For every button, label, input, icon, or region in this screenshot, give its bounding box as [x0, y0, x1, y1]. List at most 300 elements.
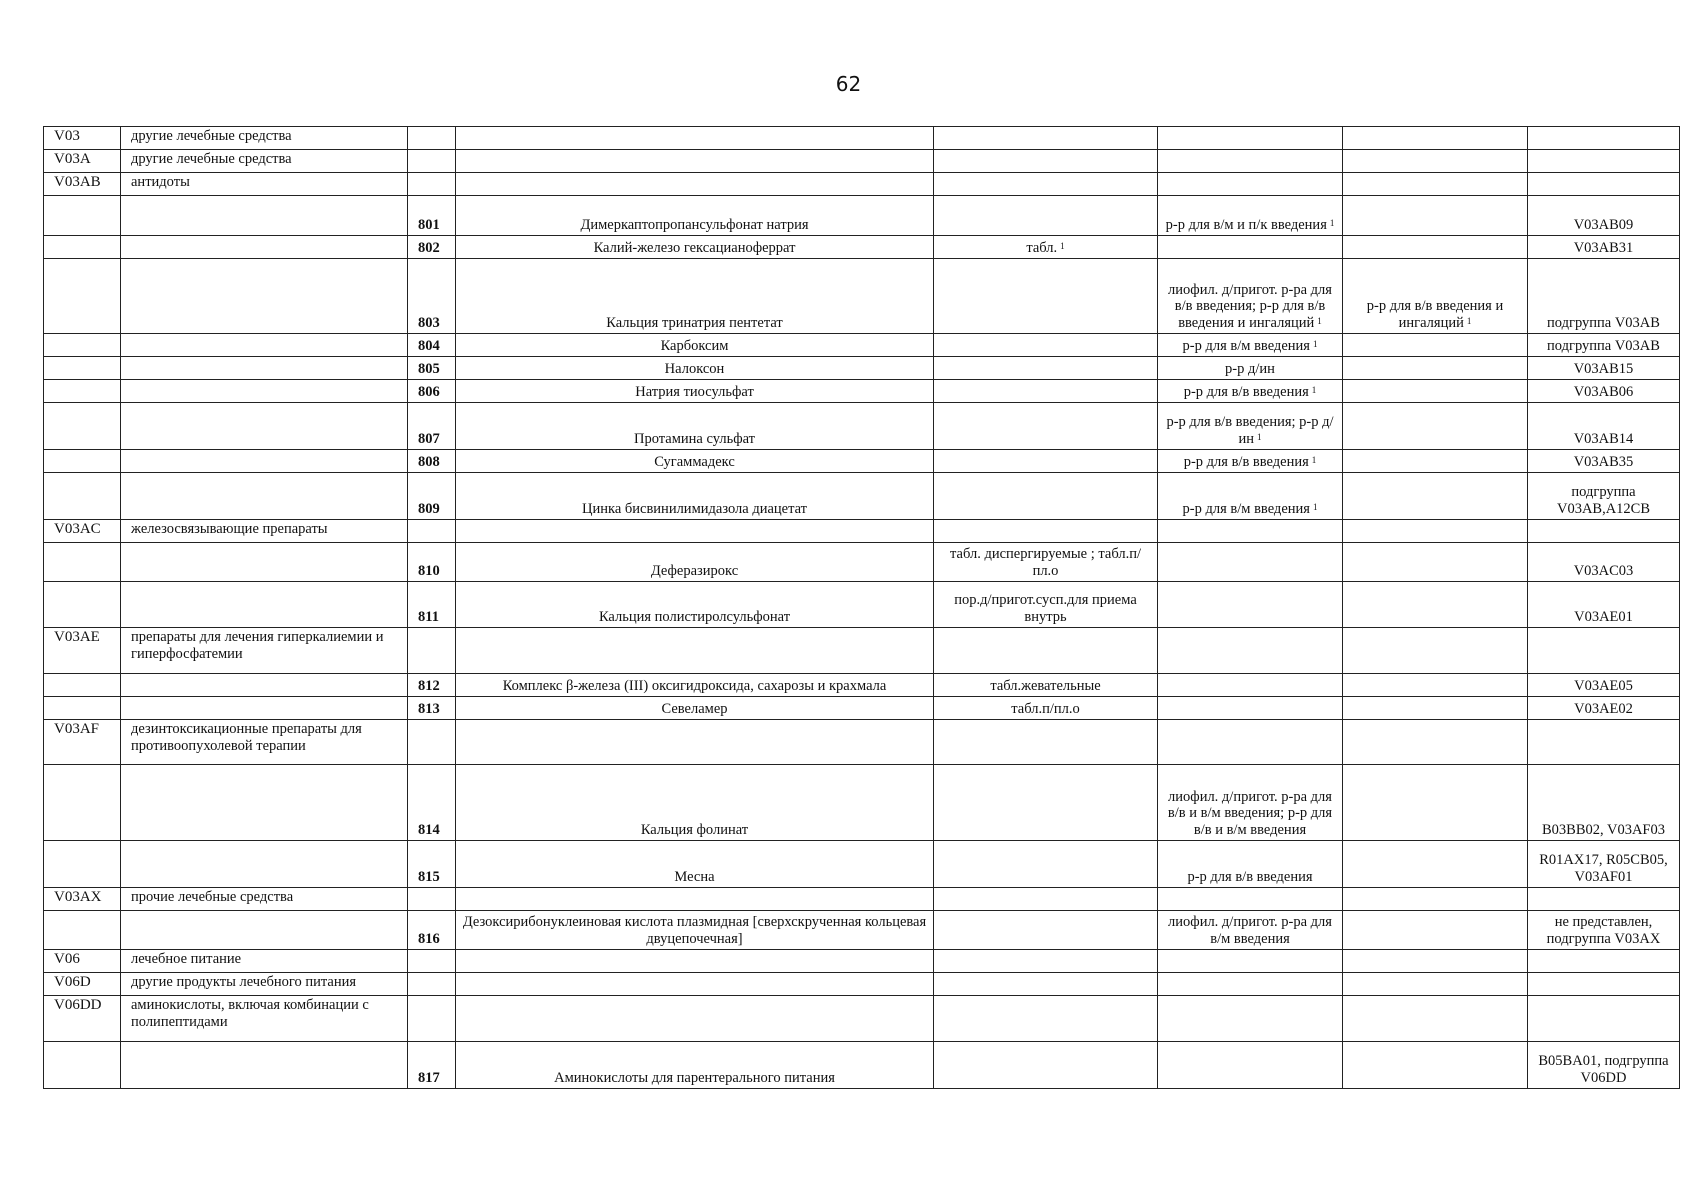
table-row: [44, 473, 1680, 520]
atc-code-cell: [1528, 973, 1680, 996]
drug-name: Сугаммадекс: [654, 453, 735, 470]
atc-group-code-cell: [44, 697, 121, 720]
atc-group-code-cell: [44, 674, 121, 697]
dosage-form-2-cell: [1158, 674, 1343, 697]
group-name: железосвязывающие препараты: [131, 521, 328, 537]
table-body: [44, 127, 1680, 1089]
drug-name-cell: [456, 674, 934, 697]
atc-group-code-cell: [44, 334, 121, 357]
drug-name-cell: [456, 950, 934, 973]
row-number-cell: [408, 403, 456, 450]
table-row: [44, 259, 1680, 334]
dosage-form-2-cell: [1158, 380, 1343, 403]
atc-code-cell: [1528, 996, 1680, 1042]
drug-name: Кальция полистиролсульфонат: [598, 608, 791, 625]
dosage-form-3-cell: [1343, 473, 1528, 520]
row-number-cell: [408, 259, 456, 334]
drug-name: Калий-железо гексацианоферрат: [593, 239, 796, 256]
atc-group-code-cell: [44, 1042, 121, 1089]
atc-group-code: V03AF: [54, 721, 100, 737]
group-name-cell: [121, 473, 408, 520]
dosage-form-3-cell: [1343, 674, 1528, 697]
dosage-form-2-cell: [1158, 450, 1343, 473]
table-row: [44, 357, 1680, 380]
dosage-form-3-cell: [1343, 765, 1528, 841]
group-name-cell: [121, 765, 408, 841]
table-row: [44, 543, 1680, 582]
group-name-cell: [121, 236, 408, 259]
group-name: дезинтоксикационные препараты для противоопухолевой терапии: [131, 721, 362, 754]
row-number-cell: [408, 334, 456, 357]
atc-group-code-cell: [44, 150, 121, 173]
drug-name-cell: [456, 582, 934, 628]
atc-group-code-cell: [44, 196, 121, 236]
atc-group-code-cell: [44, 543, 121, 582]
atc-code: подгруппа V03AB,A12CB: [1556, 484, 1651, 517]
row-number-cell: [408, 973, 456, 996]
group-name: антидоты: [131, 174, 190, 190]
drug-name-cell: [456, 450, 934, 473]
drug-name: Аминокислоты для парентерального питания: [554, 1069, 835, 1086]
row-number-cell: [408, 196, 456, 236]
row-number-cell: [408, 450, 456, 473]
drug-name: Месна: [674, 868, 715, 885]
row-number-cell: [408, 628, 456, 674]
dosage-form-1-cell: [934, 911, 1158, 950]
row-number-cell: [408, 841, 456, 888]
group-name-cell: [121, 259, 408, 334]
drug-name: Кальция тринатрия пентетат: [606, 314, 783, 331]
dosage-form-3-cell: [1343, 888, 1528, 911]
drug-name-cell: [456, 403, 934, 450]
dosage-form-2-cell: [1158, 1042, 1343, 1089]
drug-name-cell: [456, 765, 934, 841]
dosage-form-1-cell: [934, 674, 1158, 697]
row-number-cell: [408, 150, 456, 173]
group-name-cell: [121, 628, 408, 674]
drug-name-cell: [456, 888, 934, 911]
dosage-form-2: лиофил. д/пригот. р-ра для в/в введения; р-р для в/в введения и ингаляций: [1168, 281, 1332, 331]
table-row: [44, 582, 1680, 628]
atc-group-code-cell: [44, 357, 121, 380]
footnote-marker: 1: [1317, 315, 1322, 326]
dosage-form-2-cell: [1158, 357, 1343, 380]
page-number: 62: [835, 72, 862, 96]
atc-code: V03AE01: [1574, 608, 1633, 625]
atc-code-cell: [1528, 357, 1680, 380]
dosage-form-3-cell: [1343, 996, 1528, 1042]
dosage-form-3-cell: [1343, 628, 1528, 674]
table-row: [44, 720, 1680, 765]
row-number: 802: [418, 239, 440, 256]
dosage-form-3-cell: [1343, 357, 1528, 380]
dosage-form-3-cell: [1343, 150, 1528, 173]
drug-name: Натрия тиосульфат: [635, 383, 754, 400]
table-row: [44, 173, 1680, 196]
atc-group-code: V03: [54, 128, 80, 144]
row-number: 813: [418, 700, 440, 717]
dosage-form-1-cell: [934, 380, 1158, 403]
drug-name-cell: [456, 150, 934, 173]
atc-group-code: V06: [54, 951, 80, 967]
atc-code-cell: [1528, 720, 1680, 765]
row-number-cell: [408, 1042, 456, 1089]
dosage-form-2: лиофил. д/пригот. р-ра для в/в и в/м введения; р-р для в/в и в/м введения: [1167, 788, 1333, 838]
row-number: 809: [418, 500, 440, 517]
atc-group-code-cell: [44, 911, 121, 950]
dosage-form-2-cell: [1158, 996, 1343, 1042]
atc-code-cell: [1528, 950, 1680, 973]
drug-table: [43, 126, 1680, 1089]
atc-group-code-cell: [44, 628, 121, 674]
dosage-form-1-cell: [934, 996, 1158, 1042]
dosage-form-1: пор.д/пригот.сусп.для приема внутрь: [954, 592, 1137, 625]
dosage-form-2-cell: [1158, 765, 1343, 841]
drug-name-cell: [456, 720, 934, 765]
dosage-form-1-cell: [934, 582, 1158, 628]
atc-group-code-cell: [44, 720, 121, 765]
table-row: [44, 150, 1680, 173]
atc-group-code: V03AE: [54, 629, 100, 645]
atc-code-cell: [1528, 674, 1680, 697]
group-name-cell: [121, 888, 408, 911]
group-name: другие лечебные средства: [131, 151, 292, 167]
drug-name-cell: [456, 259, 934, 334]
atc-code: V03AB35: [1573, 453, 1634, 470]
drug-name-cell: [456, 173, 934, 196]
dosage-form-2: р-р для в/в введения; р-р д/ин: [1166, 414, 1334, 447]
dosage-form-2-cell: [1158, 543, 1343, 582]
dosage-form-1: табл.жевательные: [990, 677, 1101, 694]
table-row: [44, 674, 1680, 697]
table-row: [44, 380, 1680, 403]
group-name-cell: [121, 674, 408, 697]
footnote-marker: 1: [1060, 240, 1065, 251]
drug-name-cell: [456, 520, 934, 543]
row-number: 804: [418, 337, 440, 354]
drug-name-cell: [456, 196, 934, 236]
drug-name-cell: [456, 697, 934, 720]
drug-name: Дезоксирибонуклеиновая кислота плазмидная [сверхскрученная кольцевая двуцепочечная]: [462, 914, 927, 947]
group-name: лечебное питание: [131, 951, 242, 967]
atc-code-cell: [1528, 450, 1680, 473]
row-number: 817: [418, 1069, 440, 1086]
dosage-form-3-cell: [1343, 127, 1528, 150]
group-name-cell: [121, 403, 408, 450]
row-number: 814: [418, 821, 440, 838]
atc-group-code: V03AC: [54, 521, 101, 537]
dosage-form-1: табл.п/пл.о: [1011, 700, 1080, 717]
drug-name-cell: [456, 973, 934, 996]
atc-code-cell: [1528, 380, 1680, 403]
footnote-marker: 1: [1311, 454, 1317, 465]
drug-name: Димеркаптопропансульфонат натрия: [580, 216, 809, 233]
drug-name: Севеламер: [661, 700, 728, 717]
dosage-form-1-cell: [934, 520, 1158, 543]
drug-name: Кальция фолинат: [640, 821, 749, 838]
row-number-cell: [408, 911, 456, 950]
dosage-form-1-cell: [934, 720, 1158, 765]
atc-group-code-cell: [44, 450, 121, 473]
drug-name: Деферазирокс: [650, 562, 739, 579]
dosage-form-3-cell: [1343, 582, 1528, 628]
group-name: препараты для лечения гиперкалиемии и гиперфосфатемии: [131, 629, 384, 662]
dosage-form-2-cell: [1158, 841, 1343, 888]
dosage-form-2: р-р для в/м введения: [1182, 500, 1310, 517]
dosage-form-3-cell: [1343, 973, 1528, 996]
group-name-cell: [121, 973, 408, 996]
dosage-form-2-cell: [1158, 173, 1343, 196]
drug-name: Комплекс β-железа (III) оксигидроксида, сахарозы и крахмала: [502, 677, 887, 694]
table-row: [44, 520, 1680, 543]
dosage-form-1-cell: [934, 173, 1158, 196]
drug-name-cell: [456, 543, 934, 582]
dosage-form-2-cell: [1158, 950, 1343, 973]
row-number-cell: [408, 357, 456, 380]
atc-group-code-cell: [44, 259, 121, 334]
atc-code: подгруппа V03AB: [1547, 337, 1660, 354]
atc-code-cell: [1528, 150, 1680, 173]
dosage-form-2-cell: [1158, 973, 1343, 996]
atc-code-cell: [1528, 127, 1680, 150]
row-number: 801: [418, 216, 440, 233]
dosage-form-1-cell: [934, 236, 1158, 259]
row-number-cell: [408, 582, 456, 628]
atc-group-code-cell: [44, 888, 121, 911]
row-number-cell: [408, 996, 456, 1042]
footnote-marker: 1: [1311, 384, 1317, 395]
dosage-form-2: р-р д/ин: [1225, 360, 1275, 377]
drug-name: Налоксон: [664, 360, 725, 377]
atc-group-code: V03A: [54, 151, 91, 167]
dosage-form-3-cell: [1343, 173, 1528, 196]
row-number-cell: [408, 380, 456, 403]
atc-group-code-cell: [44, 582, 121, 628]
group-name: прочие лечебные средства: [131, 889, 294, 905]
dosage-form-1-cell: [934, 196, 1158, 236]
row-number-cell: [408, 520, 456, 543]
atc-code-cell: [1528, 236, 1680, 259]
drug-name-cell: [456, 841, 934, 888]
table-row: [44, 950, 1680, 973]
dosage-form-3-cell: [1343, 403, 1528, 450]
row-number-cell: [408, 473, 456, 520]
row-number: 810: [418, 562, 440, 579]
dosage-form-3-cell: [1343, 720, 1528, 765]
dosage-form-2-cell: [1158, 127, 1343, 150]
atc-group-code-cell: [44, 950, 121, 973]
group-name-cell: [121, 697, 408, 720]
table-row: [44, 403, 1680, 450]
dosage-form-1-cell: [934, 841, 1158, 888]
group-name: другие лечебные средства: [131, 128, 292, 144]
dosage-form-3-cell: [1343, 543, 1528, 582]
footnote-marker: 1: [1312, 338, 1318, 349]
atc-code-cell: [1528, 259, 1680, 334]
atc-code-cell: [1528, 334, 1680, 357]
dosage-form-1: табл.: [1026, 239, 1058, 256]
row-number-cell: [408, 697, 456, 720]
dosage-form-3: р-р для в/в введения и ингаляций: [1366, 298, 1504, 331]
table-row: [44, 628, 1680, 674]
group-name: другие продукты лечебного питания: [131, 974, 357, 990]
dosage-form-1-cell: [934, 973, 1158, 996]
atc-group-code-cell: [44, 973, 121, 996]
dosage-form-3-cell: [1343, 1042, 1528, 1089]
drug-name-cell: [456, 911, 934, 950]
table-row: [44, 334, 1680, 357]
atc-code-cell: [1528, 911, 1680, 950]
atc-group-code-cell: [44, 127, 121, 150]
dosage-form-1: табл. диспергируемые ; табл.п/пл.о: [950, 546, 1141, 579]
atc-group-code: V03AX: [54, 889, 102, 905]
atc-code-cell: [1528, 888, 1680, 911]
group-name-cell: [121, 996, 408, 1042]
table-row: [44, 973, 1680, 996]
group-name-cell: [121, 582, 408, 628]
row-number: 811: [418, 608, 439, 625]
atc-code: V03AB31: [1573, 239, 1634, 256]
group-name-cell: [121, 1042, 408, 1089]
dosage-form-2: р-р для в/в введения: [1183, 453, 1309, 470]
drug-name-cell: [456, 473, 934, 520]
group-name-cell: [121, 334, 408, 357]
dosage-form-3-cell: [1343, 841, 1528, 888]
dosage-form-2-cell: [1158, 236, 1343, 259]
dosage-form-2-cell: [1158, 150, 1343, 173]
group-name-cell: [121, 150, 408, 173]
row-number-cell: [408, 173, 456, 196]
dosage-form-2-cell: [1158, 403, 1343, 450]
dosage-form-2-cell: [1158, 196, 1343, 236]
dosage-form-1-cell: [934, 403, 1158, 450]
dosage-form-3-cell: [1343, 520, 1528, 543]
drug-name: Цинка бисвинилимидазола диацетат: [582, 500, 807, 517]
dosage-form-1-cell: [934, 334, 1158, 357]
dosage-form-1-cell: [934, 628, 1158, 674]
row-number-cell: [408, 765, 456, 841]
atc-code-cell: [1528, 1042, 1680, 1089]
dosage-form-2: р-р для в/в введения: [1183, 383, 1309, 400]
table-row: [44, 196, 1680, 236]
atc-code: B05BA01, подгруппа V06DD: [1538, 1053, 1669, 1086]
atc-group-code-cell: [44, 520, 121, 543]
row-number-cell: [408, 127, 456, 150]
footnote-marker: 1: [1466, 315, 1472, 326]
row-number: 807: [418, 430, 440, 447]
row-number: 805: [418, 360, 440, 377]
table-row: [44, 911, 1680, 950]
table-row: [44, 1042, 1680, 1089]
atc-group-code: V03AB: [54, 174, 101, 190]
dosage-form-2-cell: [1158, 582, 1343, 628]
group-name-cell: [121, 450, 408, 473]
atc-group-code-cell: [44, 841, 121, 888]
row-number-cell: [408, 720, 456, 765]
atc-code: не представлен, подгруппа V03AX: [1546, 914, 1661, 947]
dosage-form-2-cell: [1158, 697, 1343, 720]
table-row: [44, 888, 1680, 911]
dosage-form-3-cell: [1343, 334, 1528, 357]
group-name-cell: [121, 950, 408, 973]
row-number: 806: [418, 383, 440, 400]
atc-code-cell: [1528, 628, 1680, 674]
row-number-cell: [408, 950, 456, 973]
dosage-form-1-cell: [934, 950, 1158, 973]
dosage-form-2-cell: [1158, 628, 1343, 674]
dosage-form-1-cell: [934, 450, 1158, 473]
group-name-cell: [121, 196, 408, 236]
table-row: [44, 697, 1680, 720]
dosage-form-2: р-р для в/м и п/к введения: [1165, 216, 1327, 233]
row-number: 808: [418, 453, 440, 470]
dosage-form-1-cell: [934, 1042, 1158, 1089]
dosage-form-3-cell: [1343, 697, 1528, 720]
atc-group-code-cell: [44, 473, 121, 520]
dosage-form-1-cell: [934, 127, 1158, 150]
dosage-form-3-cell: [1343, 380, 1528, 403]
drug-name-cell: [456, 334, 934, 357]
dosage-form-3-cell: [1343, 236, 1528, 259]
dosage-form-1-cell: [934, 543, 1158, 582]
row-number-cell: [408, 674, 456, 697]
atc-code-cell: [1528, 543, 1680, 582]
drug-name-cell: [456, 628, 934, 674]
atc-code-cell: [1528, 473, 1680, 520]
atc-code-cell: [1528, 582, 1680, 628]
atc-code-cell: [1528, 173, 1680, 196]
dosage-form-3-cell: [1343, 196, 1528, 236]
dosage-form-1-cell: [934, 150, 1158, 173]
dosage-form-2: лиофил. д/пригот. р-ра для в/м введения: [1168, 914, 1332, 947]
dosage-form-3-cell: [1343, 950, 1528, 973]
atc-group-code-cell: [44, 996, 121, 1042]
atc-code: V03AB06: [1573, 383, 1634, 400]
dosage-form-2-cell: [1158, 520, 1343, 543]
group-name: аминокислоты, включая комбинации с полипептидами: [131, 997, 369, 1030]
dosage-form-1-cell: [934, 697, 1158, 720]
group-name-cell: [121, 357, 408, 380]
atc-group-code-cell: [44, 173, 121, 196]
atc-code: V03AE02: [1574, 700, 1633, 717]
dosage-form-1-cell: [934, 357, 1158, 380]
dosage-form-2-cell: [1158, 911, 1343, 950]
group-name-cell: [121, 520, 408, 543]
atc-code: R01AX17, R05CB05, V03AF01: [1539, 852, 1668, 885]
row-number: 812: [418, 677, 440, 694]
drug-name: Протамина сульфат: [634, 430, 755, 447]
row-number: 815: [418, 868, 440, 885]
dosage-form-1-cell: [934, 259, 1158, 334]
dosage-form-2-cell: [1158, 473, 1343, 520]
atc-code-cell: [1528, 403, 1680, 450]
row-number-cell: [408, 236, 456, 259]
table-row: [44, 841, 1680, 888]
drug-name-cell: [456, 1042, 934, 1089]
dosage-form-2-cell: [1158, 334, 1343, 357]
atc-group-code-cell: [44, 236, 121, 259]
atc-code-cell: [1528, 841, 1680, 888]
atc-group-code-cell: [44, 403, 121, 450]
dosage-form-2-cell: [1158, 888, 1343, 911]
drug-name: Карбоксим: [660, 337, 729, 354]
atc-code-cell: [1528, 196, 1680, 236]
dosage-form-3-cell: [1343, 911, 1528, 950]
atc-group-code: V06DD: [54, 997, 102, 1013]
row-number: 803: [418, 314, 440, 331]
dosage-form-2: р-р для в/в введения: [1187, 868, 1313, 885]
atc-code: V03AB15: [1573, 360, 1634, 377]
